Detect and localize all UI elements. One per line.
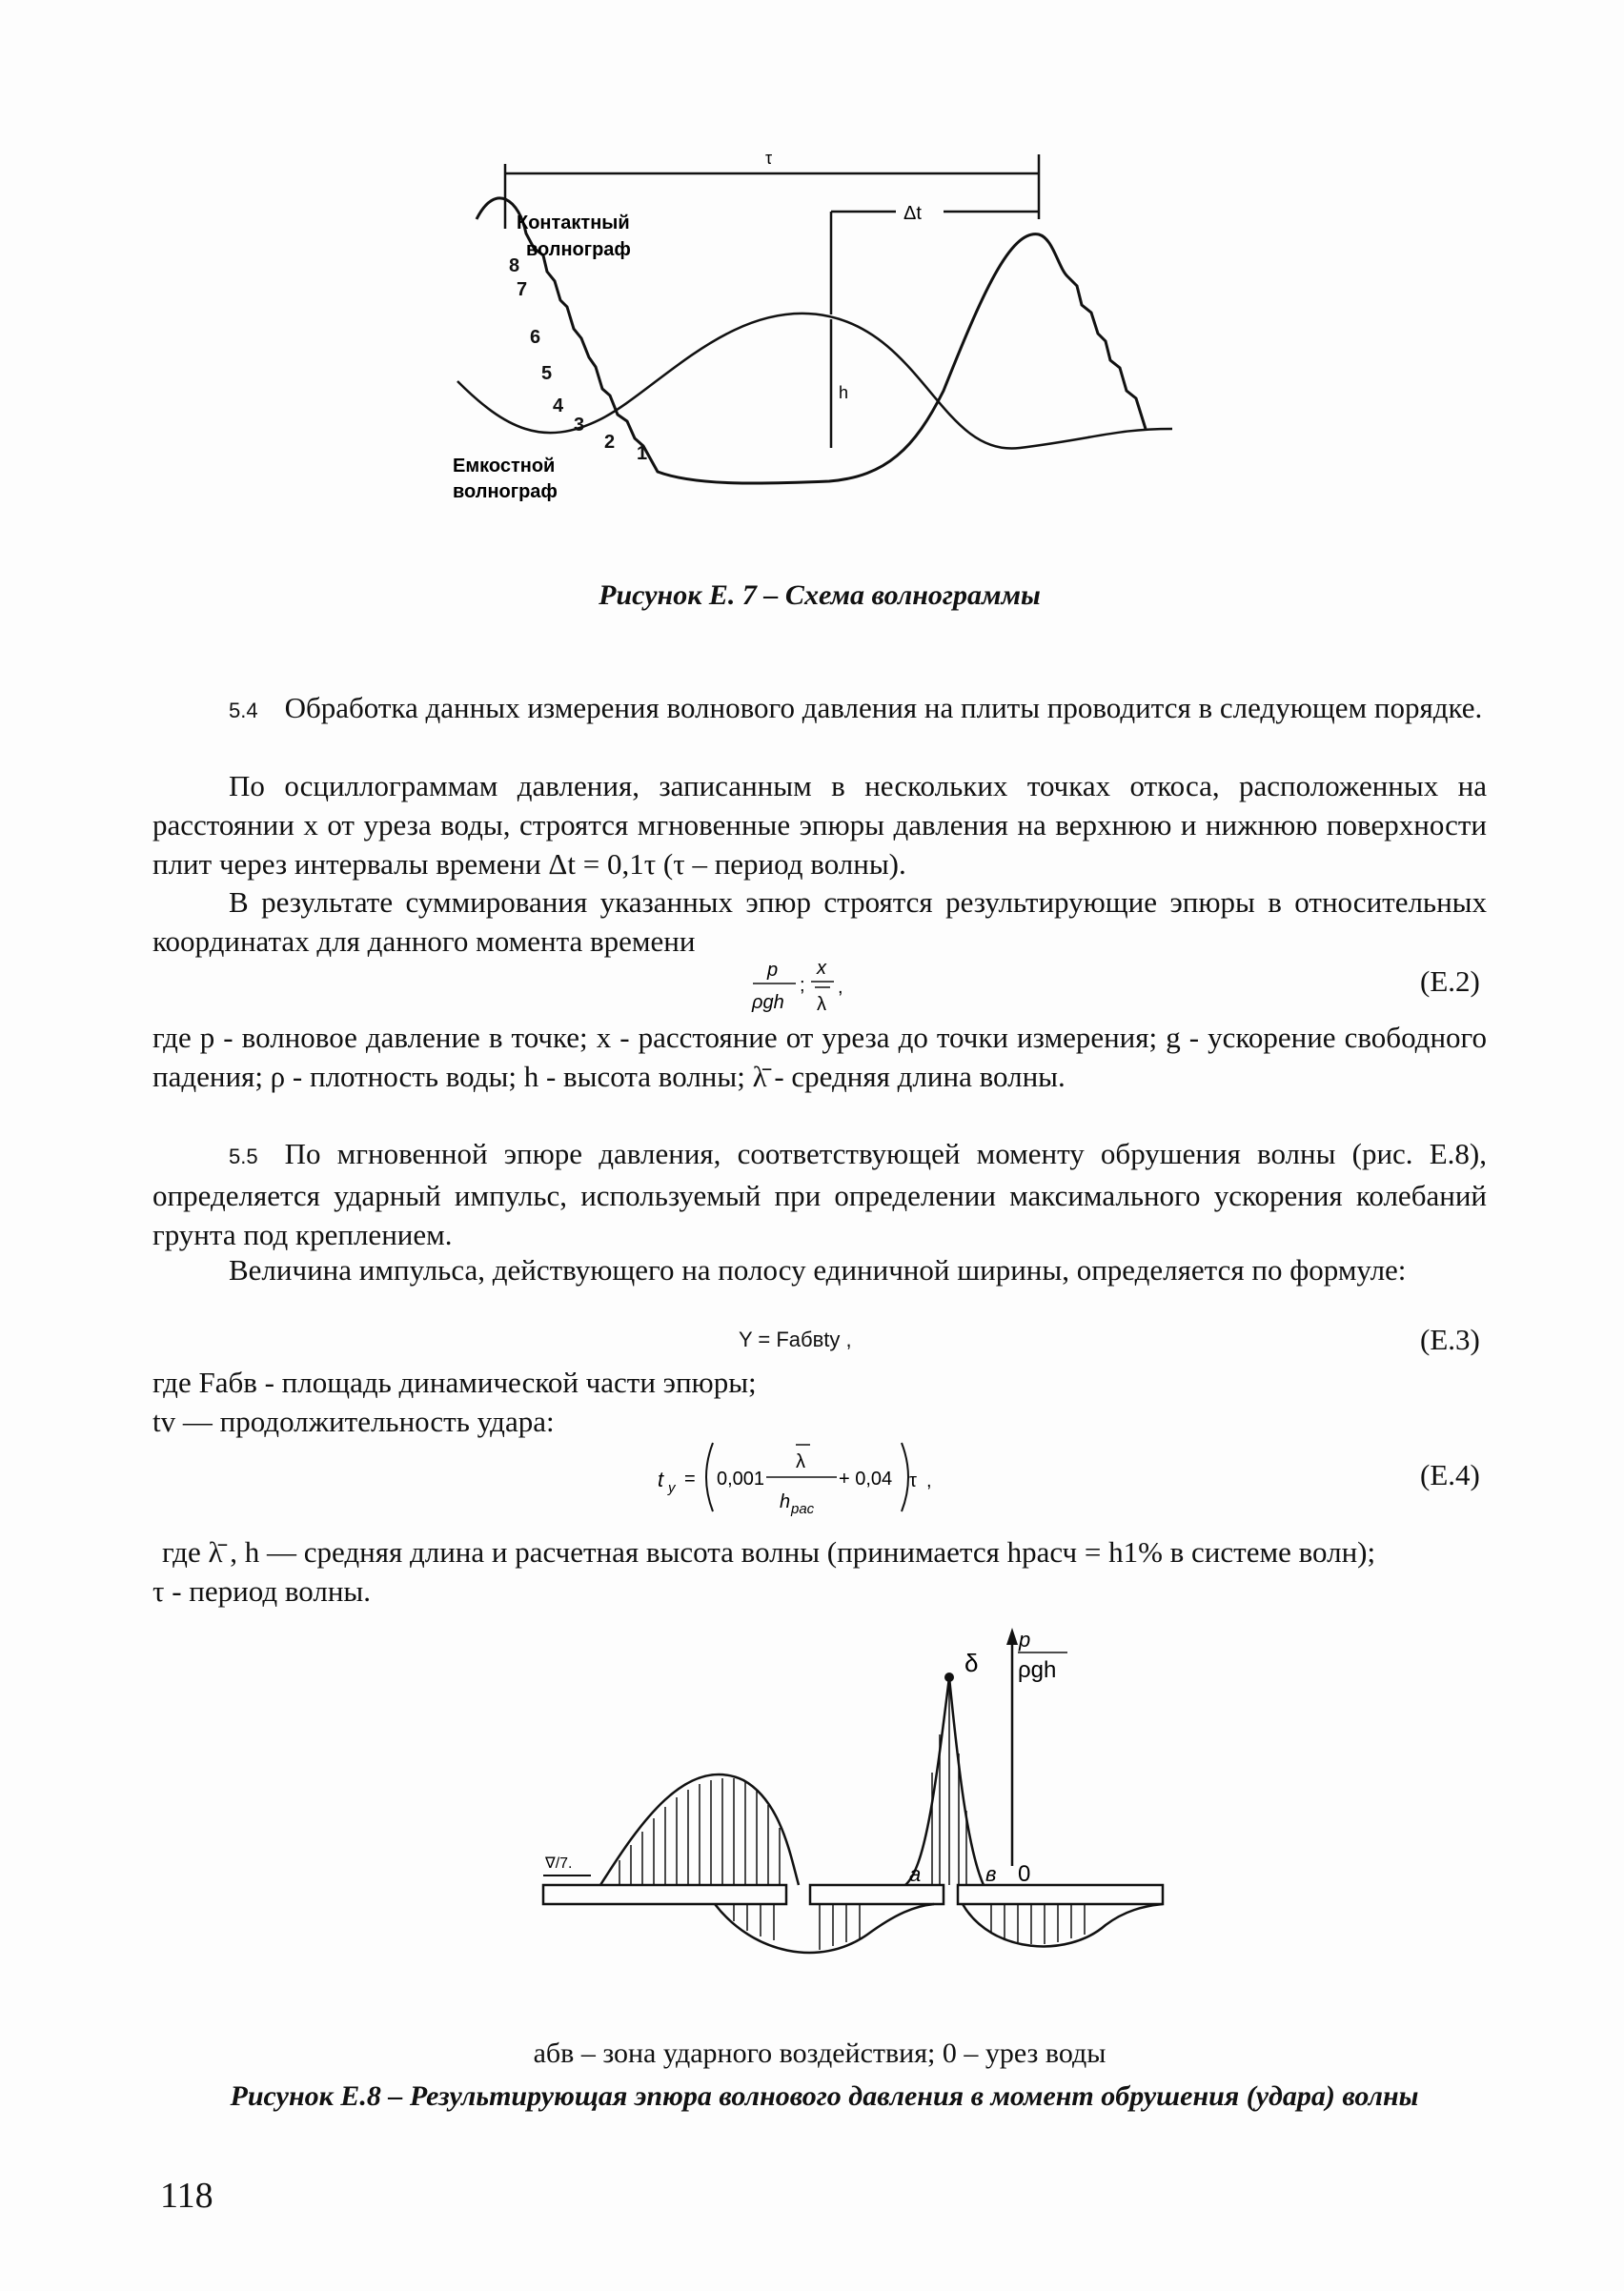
point-2: 2 (604, 432, 616, 453)
section-5-5-where-3b: tv — продолжительность удара: (152, 1405, 555, 1438)
contact-label-line1: Контактный (517, 213, 630, 233)
figure-e8-caption: Рисунок Е.8 – Результирующая эпюра волнового давления в момент обрушения (удара) волны (230, 2080, 1419, 2112)
equation-e2 (739, 955, 891, 1022)
svg-text:,: , (838, 977, 843, 998)
capacitive-wave-curve (457, 314, 1172, 449)
capacitive-label-line2: волнограф (453, 481, 558, 502)
figure-e8-legend: абв – зона ударного воздействия; 0 – урез воды (533, 2038, 1106, 2069)
svg-text:+ 0,04: + 0,04 (839, 1469, 893, 1490)
figure-e7-caption: Рисунок Е. 7 – Схема волнограммы (599, 579, 1041, 611)
point-v-label: в (985, 1862, 997, 1886)
point-5: 5 (541, 363, 553, 384)
capacitive-label-line1: Емкостной (453, 456, 556, 476)
point-6: 6 (530, 327, 541, 348)
svg-text:λ: λ (817, 994, 826, 1015)
page-number: 118 (160, 2176, 213, 2216)
water-level-mark: ∇/7. (545, 1855, 573, 1872)
figure-e8-pressure-diagram (534, 1611, 1220, 1992)
figure-e7-wavegram (448, 143, 1191, 524)
section-5-5-paragraph-2: Величина импульса, действующего на полосу единичной ширины, определяется по формуле: (229, 1253, 1407, 1287)
section-5-5-where-4a: где λ̄ , h — средняя длина и расчетная высота волны (принимается hрасч = h1% в системе волн); (162, 1535, 1376, 1569)
section-5-4-paragraph-1 (152, 688, 1487, 730)
svg-text:t: t (658, 1468, 664, 1491)
section-5-4-paragraph-3: В результате суммирования указанных эпюр строятся результирующие эпюры в относительных координатах для данного момента времени (152, 885, 1487, 958)
equation-e3: Y = Fабвty , (739, 1328, 852, 1351)
section-5-4-where: где p - волновое давление в точке; x - расстояние от уреза до точки измерения; g - ускорение свободного падения; ρ - плотность воды; h - высота волны; λ̄ - средняя длина волны. (152, 1021, 1487, 1093)
delta-t-label: Δt (903, 203, 922, 224)
equation-e3-number: (Е.3) (1420, 1323, 1480, 1356)
svg-text:;: ; (800, 975, 805, 996)
svg-text:λ: λ (796, 1451, 805, 1472)
point-4: 4 (553, 395, 564, 416)
section-5-5-number: 5.5 (229, 1145, 258, 1168)
svg-text:x: x (817, 958, 826, 979)
point-3: 3 (574, 415, 585, 436)
point-7: 7 (517, 279, 528, 300)
svg-text:h: h (780, 1491, 791, 1512)
svg-text:ρgh: ρgh (752, 992, 784, 1013)
section-5-4-text-1: Обработка данных измерения волнового давления на плиты проводится в следующем порядке. (284, 691, 1483, 724)
svg-text:pac: pac (791, 1501, 815, 1517)
delta-label: δ (964, 1649, 979, 1677)
tau-label: τ (765, 149, 773, 168)
point-a-label: a (909, 1862, 922, 1886)
axis-rhogh-label: ρgh (1018, 1657, 1057, 1683)
contact-label-line2: волнограф (526, 239, 631, 260)
point-8: 8 (509, 255, 520, 276)
section-5-5-paragraph-1 (152, 1134, 1487, 1254)
equation-e2-number: (Е.2) (1420, 964, 1480, 998)
svg-text:,: , (926, 1470, 932, 1491)
point-zero-label: 0 (1018, 1861, 1031, 1887)
section-5-5-text-1: По мгновенной эпюре давления, соответствующей моменту обрушения волны (рис. Е.8), определяется ударный импульс, используемый при определении максимального ускорения колебаний грунта под креплением. (152, 1137, 1487, 1251)
equation-e4 (658, 1429, 972, 1525)
section-5-4-paragraph-2: По осциллограммам давления, записанным в нескольких точках откоса, расположенных на расстоянии x от уреза воды, строятся мгновенные эпюры давления на верхнюю и нижнюю поверхности плит через интервалы времени Δt = 0,1τ (τ – период волны). (152, 769, 1487, 881)
section-5-5-where-4b: τ - период волны. (152, 1574, 372, 1608)
section-5-4-number: 5.4 (229, 699, 258, 722)
svg-text:y: y (668, 1480, 676, 1496)
axis-p-label: p (1019, 1628, 1031, 1652)
svg-text:=: = (684, 1469, 696, 1490)
point-1: 1 (637, 443, 648, 464)
equation-e4-number: (Е.4) (1420, 1458, 1480, 1491)
section-5-5-where-3a: где Fабв - площадь динамической части эпюры; (152, 1366, 757, 1399)
svg-text:τ: τ (909, 1470, 917, 1491)
svg-text:p: p (767, 960, 779, 981)
h-label: h (839, 383, 849, 402)
svg-text:0,001: 0,001 (717, 1469, 765, 1490)
